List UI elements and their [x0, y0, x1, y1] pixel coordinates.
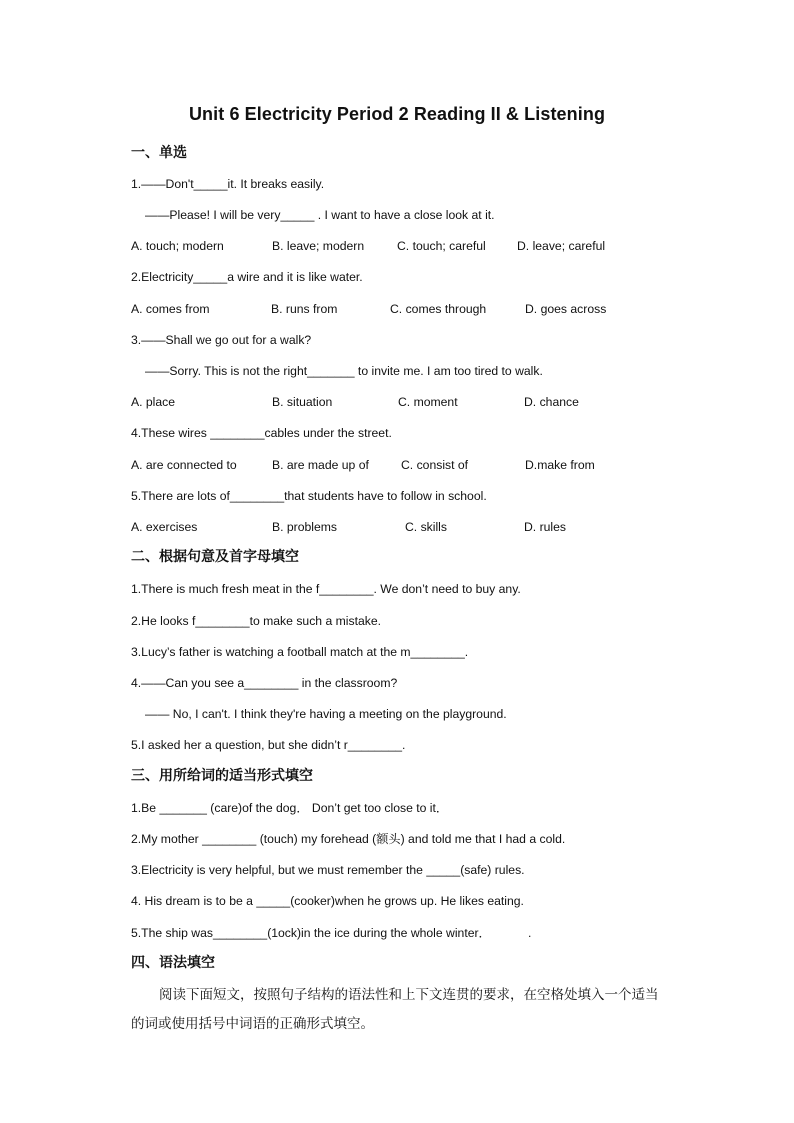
- question-2-option-c: C. comes through: [390, 302, 487, 316]
- question-3-option-a: A. place: [131, 395, 176, 409]
- question-4-prompt: 4.These wires ________cables under the street.: [131, 426, 392, 440]
- question-4-option-a: A. are connected to: [131, 458, 237, 472]
- question-3-response: ——Sorry. This is not the right_______ to invite me. I am too tired to walk.: [145, 364, 543, 378]
- question-2-prompt: 2.Electricity_____a wire and it is like water.: [131, 270, 363, 284]
- question-2-option-b: B. runs from: [271, 302, 338, 316]
- question-3-prompt: 3.——Shall we go out for a walk?: [131, 333, 312, 347]
- form-question-2: 2.My mother ________ (touch) my forehead (额头) and told me that I had a cold.: [131, 832, 566, 846]
- question-1-option-c: C. touch; careful: [397, 239, 486, 253]
- question-1-response: ——Please! I will be very_____ . I want to have a close look at it.: [145, 208, 495, 222]
- section-4-heading: 四、语法填空: [131, 955, 215, 971]
- question-3-option-c: C. moment: [398, 395, 458, 409]
- fill-question-4-response: —— No, I can't. I think they're having a meeting on the playground.: [145, 707, 507, 721]
- fill-question-2: 2.He looks f________to make such a mistake.: [131, 614, 381, 628]
- fill-question-5: 5.I asked her a question, but she didn’t r________.: [131, 738, 406, 752]
- fill-question-1: 1.There is much fresh meat in the f________. We don’t need to buy any.: [131, 582, 521, 596]
- form-question-3: 3.Electricity is very helpful, but we must remember the _____(safe) rules.: [131, 863, 525, 877]
- section-3-heading: 三、用所给词的适当形式填空: [131, 768, 313, 784]
- question-1-option-d: D. leave; careful: [517, 239, 606, 253]
- question-3-option-d: D. chance: [524, 395, 579, 409]
- section-4-instruction: 阅读下面短文，按照句子结构的语法性和上下文连贯的要求，在空格处填入一个适当的词或使用括号中词语的正确形式填空。: [131, 987, 659, 1032]
- question-5-option-c: C. skills: [405, 520, 447, 534]
- question-5-option-d: D. rules: [524, 520, 566, 534]
- fill-question-4-prompt: 4.——Can you see a________ in the classroom?: [131, 676, 398, 690]
- question-5-option-a: A. exercises: [131, 520, 198, 534]
- question-1-option-a: A. touch; modern: [131, 239, 224, 253]
- page-title: Unit 6 Electricity Period 2 Reading II & Listening: [188, 104, 606, 124]
- form-question-1: 1.Be _______ (care)of the dog． Don’t get too close to it．: [131, 801, 449, 815]
- section-1-heading: 一、单选: [131, 145, 187, 161]
- section-2-heading: 二、根据句意及首字母填空: [131, 549, 299, 565]
- form-question-4: 4. His dream is to be a _____(cooker)when he grows up. He likes eating.: [131, 894, 524, 908]
- form-question-5: 5.The ship was________(1ock)in the ice during the whole winter． .: [131, 926, 532, 940]
- question-4-option-b: B. are made up of: [272, 458, 369, 472]
- question-3-option-b: B. situation: [272, 395, 333, 409]
- question-4-option-d: D.make from: [525, 458, 595, 472]
- fill-question-3: 3.Lucy’s father is watching a football match at the m________.: [131, 645, 469, 659]
- question-1-prompt: 1.——Don't_____it. It breaks easily.: [131, 177, 325, 191]
- question-5-option-b: B. problems: [272, 520, 338, 534]
- question-5-prompt: 5.There are lots of________that students have to follow in school.: [131, 489, 487, 503]
- question-1-option-b: B. leave; modern: [272, 239, 365, 253]
- question-2-option-d: D. goes across: [525, 302, 607, 316]
- question-4-option-c: C. consist of: [401, 458, 469, 472]
- question-2-option-a: A. comes from: [131, 302, 210, 316]
